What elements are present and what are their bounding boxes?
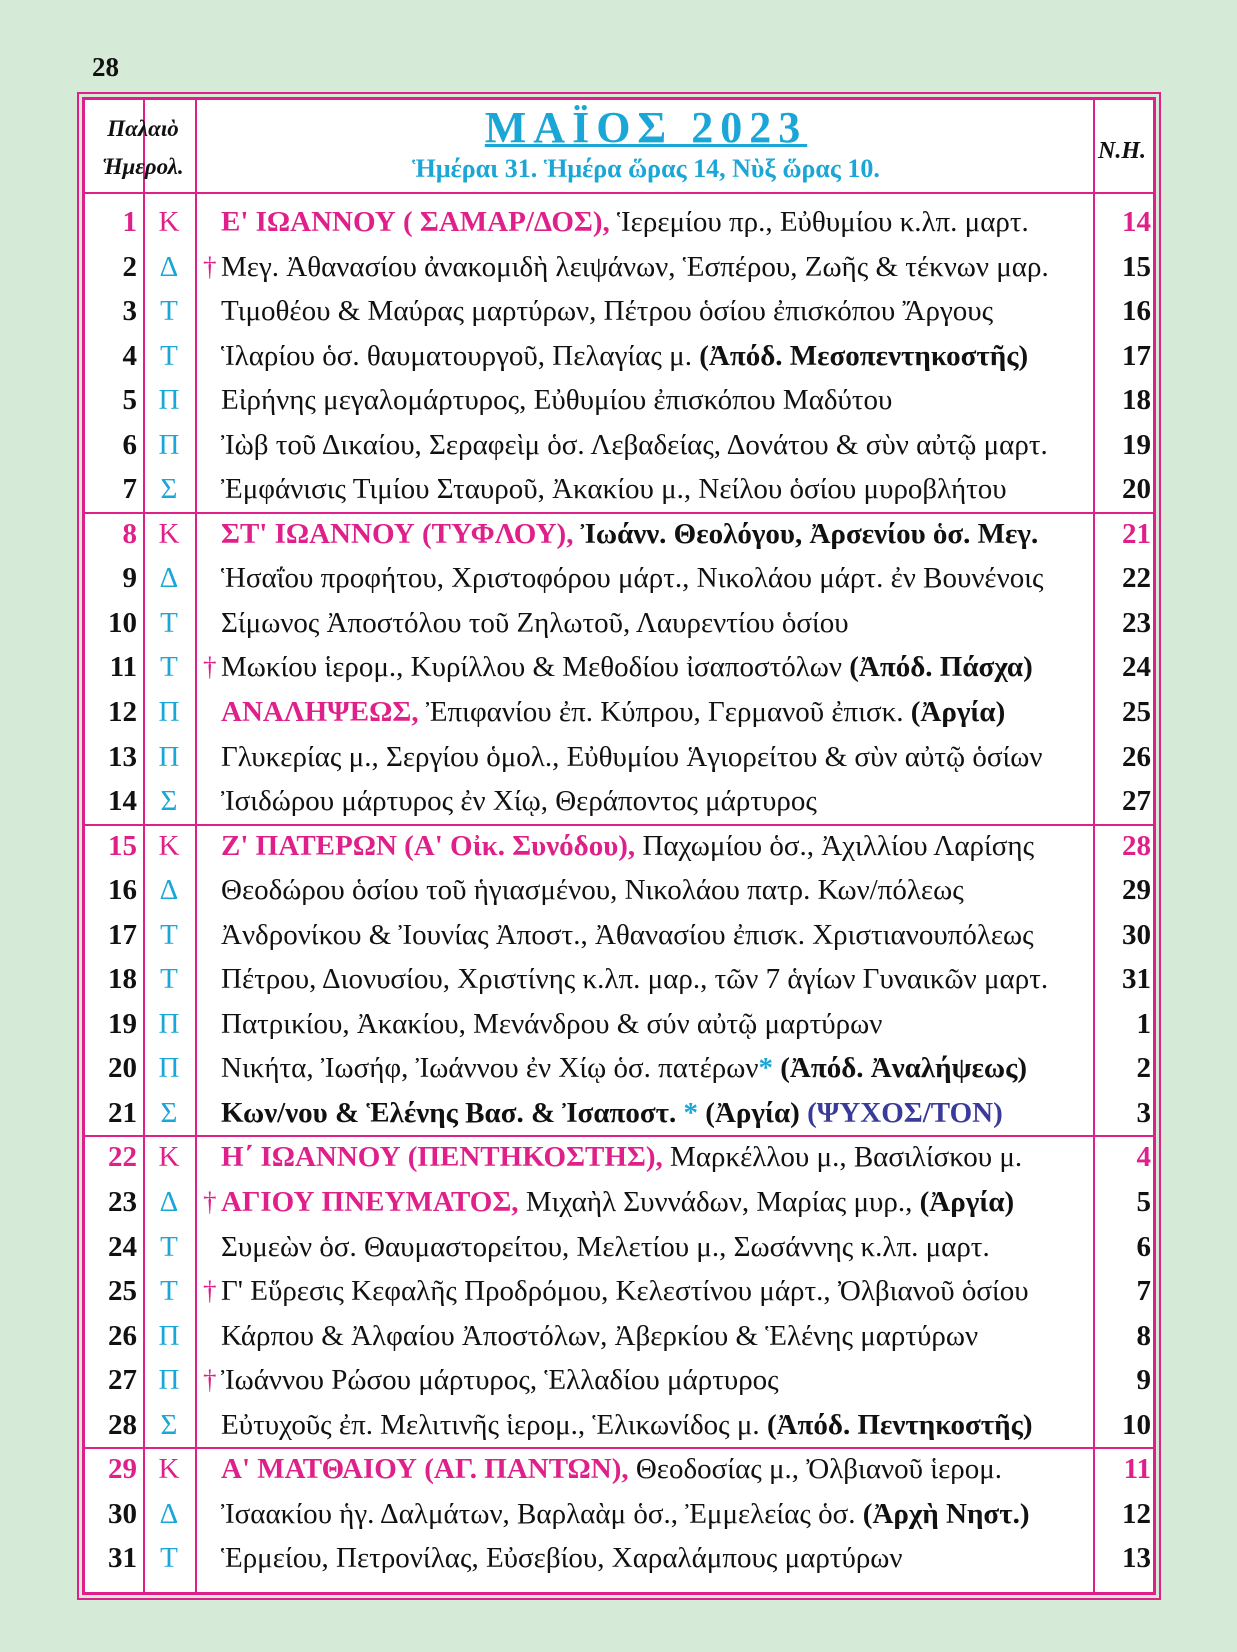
new-calendar-date: 30 xyxy=(1122,918,1151,951)
saints-text xyxy=(221,467,1089,511)
saints-names: Ἑρμείου, Πετρονίλας, Εὐσεβίου, Χαραλάμπους μαρτύρων xyxy=(221,1542,903,1575)
calendar-row xyxy=(85,334,1153,379)
weekday-letter: Π xyxy=(158,1364,180,1397)
saints-names: Ἰσιδώρου μάρτυρος ἐν Χίῳ, Θεράποντος μάρτυρος xyxy=(221,785,817,818)
weekday-letter: Τ xyxy=(160,1230,178,1263)
new-calendar-date: 7 xyxy=(1136,1275,1151,1308)
new-calendar-date: 6 xyxy=(1136,1230,1151,1263)
feast-note: (Ἀπόδ. Πεντηκοστῆς) xyxy=(766,1408,1033,1441)
new-calendar-date: 28 xyxy=(1122,829,1151,862)
day-number: 17 xyxy=(108,918,137,951)
new-calendar-date: 24 xyxy=(1122,651,1151,684)
feast-note: Κων/νου & Ἑλένης Βασ. & Ἰσαποστ. xyxy=(221,1096,684,1129)
new-calendar-date: 14 xyxy=(1122,206,1151,238)
page-number: 28 xyxy=(92,52,119,82)
feast-note: (Ἀργία) xyxy=(910,696,1006,729)
day-number: 5 xyxy=(122,384,137,417)
new-calendar-date: 3 xyxy=(1136,1096,1151,1129)
weekday-letter: Τ xyxy=(160,339,178,372)
saints-names: Ἰὼβ τοῦ Δικαίου, Σεραφεὶμ ὁσ. Λεβαδείας, Δονάτου & σὺν αὐτῷ μαρτ. xyxy=(221,428,1048,461)
saints-text xyxy=(221,1046,1089,1090)
saints-text xyxy=(221,645,1089,689)
new-calendar-date: 23 xyxy=(1122,606,1151,639)
weekday-letter: Σ xyxy=(160,473,178,506)
saints-text xyxy=(221,601,1089,645)
feast-title: Α' ΜΑΤΘΑΙΟΥ (ΑΓ. ΠΑΝΤΩΝ), xyxy=(221,1453,629,1486)
calendar-row xyxy=(85,1314,1153,1359)
saints-text xyxy=(221,245,1089,289)
day-number: 15 xyxy=(108,829,137,862)
new-calendar-date: 18 xyxy=(1122,384,1151,417)
day-number: 20 xyxy=(108,1052,137,1085)
day-number: 7 xyxy=(122,473,137,506)
saints-text xyxy=(221,378,1089,422)
calendar-row xyxy=(85,690,1153,735)
day-number: 3 xyxy=(122,295,137,328)
day-number: 26 xyxy=(108,1319,137,1352)
new-calendar-date: 5 xyxy=(1136,1186,1151,1219)
calendar-row xyxy=(85,779,1153,824)
feast-cross-icon: † xyxy=(203,652,217,683)
saints-text xyxy=(221,824,1089,868)
calendar-row xyxy=(85,556,1153,601)
day-number: 21 xyxy=(108,1096,137,1129)
weekday-letter: Π xyxy=(158,384,180,417)
saints-names: Εἰρήνης μεγαλομάρτυρος, Εὐθυμίου ἐπισκόπου Μαδύτου xyxy=(221,384,893,417)
saints-names: Ἰσαακίου ἡγ. Δαλμάτων, Βαρλαὰμ ὁσ., Ἐμμελείας ὁσ. xyxy=(221,1497,863,1530)
feast-title: ΑΝΑΛΗΨΕΩΣ, xyxy=(221,696,419,729)
new-calendar-date: 9 xyxy=(1136,1364,1151,1397)
day-number: 9 xyxy=(122,562,137,595)
saints-names: Ἐμφάνισις Τιμίου Σταυροῦ, Ἀκακίου μ., Νείλου ὁσίου μυροβλήτου xyxy=(221,473,1007,506)
new-calendar-date: 19 xyxy=(1122,428,1151,461)
saints-text xyxy=(221,1180,1089,1224)
new-calendar-date: 20 xyxy=(1122,473,1151,506)
new-calendar-date: 13 xyxy=(1122,1542,1151,1575)
new-calendar-date: 26 xyxy=(1122,740,1151,773)
day-number: 18 xyxy=(108,963,137,996)
saints-names: Γ' Εὕρεσις Κεφαλῆς Προδρόμου, Κελεστίνου μάρτ., Ὀλβιανοῦ ὁσίου xyxy=(221,1275,1029,1308)
calendar-row xyxy=(85,1447,1153,1492)
day-number: 25 xyxy=(108,1275,137,1308)
saints-text xyxy=(221,289,1089,333)
feast-note: (Ἀπόδ. Ἀναλήψεως) xyxy=(772,1052,1028,1085)
calendar-row xyxy=(85,1358,1153,1403)
weekday-letter: Κ xyxy=(158,1453,180,1486)
saints-names: Μεγ. Ἀθανασίου ἀνακομιδὴ λειψάνων, Ἑσπέρου, Ζωῆς & τέκνων μαρ. xyxy=(221,250,1049,283)
day-number: 11 xyxy=(109,651,137,684)
feast-cross-icon: † xyxy=(203,1365,217,1396)
day-number: 13 xyxy=(108,740,137,773)
saints-names: Ἡσαΐου προφήτου, Χριστοφόρου μάρτ., Νικολάου μάρτ. ἐν Βουνένοις xyxy=(221,562,1044,595)
calendar-row xyxy=(85,645,1153,690)
feast-note: (Ἀπόδ. Μεσοπεντηκοστῆς) xyxy=(699,339,1029,372)
header-divider xyxy=(85,192,1153,194)
day-number: 1 xyxy=(122,206,137,238)
feast-title: Η΄ ΙΩΑΝΝΟΥ (ΠΕΝΤΗΚΟΣΤΗΣ), xyxy=(221,1141,663,1174)
weekday-letter: Τ xyxy=(160,1542,178,1575)
calendar-row xyxy=(85,957,1153,1002)
new-calendar-date: 4 xyxy=(1136,1141,1151,1174)
memorial-note: (ΨΥΧΟΣ/ΤΟΝ) xyxy=(807,1096,1003,1129)
calendar-row xyxy=(85,913,1153,958)
calendar-row xyxy=(85,1536,1153,1581)
saints-text xyxy=(221,1314,1089,1358)
saints-text xyxy=(221,868,1089,912)
weekday-letter: Σ xyxy=(160,1096,178,1129)
saints-names: Γλυκερίας μ., Σεργίου ὁμολ., Εὐθυμίου Ἁγιορείτου & σὺν αὐτῷ ὁσίων xyxy=(221,740,1043,773)
day-number: 23 xyxy=(108,1186,137,1219)
weekday-letter: Π xyxy=(158,428,180,461)
new-calendar-date: 10 xyxy=(1122,1408,1151,1441)
feast-title: Ε' ΙΩΑΝΝΟΥ ( ΣΑΜΑΡ/ΔΟΣ), xyxy=(221,206,610,238)
calendar-row xyxy=(85,1403,1153,1448)
saints-text xyxy=(221,334,1089,378)
saints-text xyxy=(221,1403,1089,1447)
feast-note: (Ἀρχὴ Νηστ.) xyxy=(862,1497,1030,1530)
saints-text xyxy=(221,200,1089,244)
calendar-row xyxy=(85,245,1153,290)
day-number: 6 xyxy=(122,428,137,461)
month-subtitle: Ἡμέραι 31. Ἡμέρα ὥρας 14, Νὺξ ὥρας 10. xyxy=(412,154,880,183)
new-calendar-date: 2 xyxy=(1136,1052,1151,1085)
saints-text xyxy=(221,1492,1089,1536)
day-number: 22 xyxy=(108,1141,137,1174)
saints-names: Πατρικίου, Ἀκακίου, Μενάνδρου & σύν αὐτῷ μαρτύρων xyxy=(221,1007,883,1040)
weekday-letter: Τ xyxy=(160,963,178,996)
saints-names: Θεοδώρου ὁσίου τοῦ ἡγιασμένου, Νικολάου πατρ. Κων/πόλεως xyxy=(221,874,964,907)
saints-names: Μωκίου ἱερομ., Κυρίλλου & Μεθοδίου ἰσαποστόλων xyxy=(221,651,850,684)
holiday-note: (Ἀργία) xyxy=(698,1096,808,1129)
saints-text xyxy=(221,1225,1089,1269)
calendar-row xyxy=(85,423,1153,468)
feast-cross-icon: † xyxy=(203,1276,217,1307)
new-calendar-date: 21 xyxy=(1122,517,1151,550)
saints-names: Συμεὼν ὁσ. Θαυμαστορείτου, Μελετίου μ., Σωσάννης κ.λπ. μαρτ. xyxy=(221,1230,990,1263)
calendar-row xyxy=(85,1046,1153,1091)
weekday-letter: Τ xyxy=(160,918,178,951)
feast-note: (Ἀπόδ. Πάσχα) xyxy=(849,651,1033,684)
weekday-letter: Π xyxy=(158,1007,180,1040)
saints-text xyxy=(221,1536,1089,1580)
feast-cross-icon: † xyxy=(203,251,217,282)
weekday-letter: Κ xyxy=(158,517,180,550)
saints-names: Μιχαὴλ Συννάδων, Μαρίας μυρ., xyxy=(518,1186,920,1219)
feast-note: Ἰωάνν. Θεολόγου, Ἀρσενίου ὁσ. Μεγ. xyxy=(580,517,1039,550)
weekday-letter: Τ xyxy=(160,651,178,684)
feast-title: ΑΓΙΟΥ ΠΝΕΥΜΑΤΟΣ, xyxy=(221,1186,519,1219)
saints-names: Μαρκέλλου μ., Βασιλίσκου μ. xyxy=(662,1141,1023,1174)
new-calendar-date: 16 xyxy=(1122,295,1151,328)
calendar-row xyxy=(85,1002,1153,1047)
saints-text xyxy=(221,512,1089,556)
weekday-letter: Κ xyxy=(158,206,180,238)
star-marker: * xyxy=(683,1096,699,1129)
day-number: 8 xyxy=(122,517,137,550)
saints-names: Παχωμίου ὁσ., Ἀχιλλίου Λαρίσης xyxy=(635,829,1035,862)
day-number: 10 xyxy=(108,606,137,639)
saints-names: Ἰωάννου Ρώσου μάρτυρος, Ἑλλαδίου μάρτυρος xyxy=(221,1364,779,1397)
feast-title: Ζ' ΠΑΤΕΡΩΝ (Α' Οἰκ. Συνόδου), xyxy=(221,829,636,862)
calendar-frame xyxy=(82,97,1156,1595)
day-number: 28 xyxy=(108,1408,137,1441)
saints-names: Κάρπου & Ἀλφαίου Ἀποστόλων, Ἀβερκίου & Ἑλένης μαρτύρων xyxy=(221,1319,979,1352)
day-number: 31 xyxy=(108,1542,137,1575)
saints-text xyxy=(221,1135,1089,1179)
weekday-letter: Π xyxy=(158,740,180,773)
weekday-letter: Τ xyxy=(160,295,178,328)
new-calendar-date: 22 xyxy=(1122,562,1151,595)
saints-names: Θεοδοσίας μ., Ὀλβιανοῦ ἱερομ. xyxy=(628,1453,1003,1486)
calendar-row xyxy=(85,1091,1153,1136)
calendar-row xyxy=(85,1135,1153,1180)
new-calendar-date: 12 xyxy=(1122,1497,1151,1530)
old-calendar-line2: Ἡμερολ. xyxy=(102,154,184,179)
saints-text xyxy=(221,690,1089,734)
calendar-row xyxy=(85,601,1153,646)
calendar-row xyxy=(85,1492,1153,1537)
saints-text xyxy=(221,913,1089,957)
saints-names: Ἀνδρονίκου & Ἰουνίας Ἀποστ., Ἀθανασίου ἐπισκ. Χριστιανουπόλεως xyxy=(221,918,1034,951)
saints-text xyxy=(221,1091,1089,1135)
weekday-letter: Σ xyxy=(160,785,178,818)
calendar-row xyxy=(85,735,1153,780)
new-calendar-date: 1 xyxy=(1136,1007,1151,1040)
new-calendar-date: 17 xyxy=(1122,339,1151,372)
day-number: 14 xyxy=(108,785,137,818)
weekday-letter: Δ xyxy=(159,874,179,907)
new-calendar-date: 27 xyxy=(1122,785,1151,818)
saints-names: Ἱλαρίου ὁσ. θαυματουργοῦ, Πελαγίας μ. xyxy=(221,339,700,372)
feast-cross-icon: † xyxy=(203,1187,217,1218)
day-number: 2 xyxy=(122,250,137,283)
day-number: 4 xyxy=(122,339,137,372)
calendar-row xyxy=(85,289,1153,334)
saints-names: Εὐτυχοῦς ἐπ. Μελιτινῆς ἱερομ., Ἑλικωνίδος μ. xyxy=(221,1408,767,1441)
saints-names xyxy=(573,518,580,550)
old-calendar-header xyxy=(89,110,197,186)
feast-note: (Ἀργία) xyxy=(919,1186,1015,1219)
saints-text xyxy=(221,779,1089,823)
days-list xyxy=(85,200,1153,1581)
calendar-row xyxy=(85,378,1153,423)
weekday-letter: Π xyxy=(158,1052,180,1085)
calendar-row xyxy=(85,467,1153,512)
weekday-letter: Τ xyxy=(160,606,178,639)
saints-names: Ἐπιφανίου ἐπ. Κύπρου, Γερμανοῦ ἐπισκ. xyxy=(418,696,911,729)
day-number: 19 xyxy=(108,1007,137,1040)
saints-names: Ἱερεμίου πρ., Εὐθυμίου κ.λπ. μαρτ. xyxy=(609,206,1029,238)
weekday-letter: Π xyxy=(158,1319,180,1352)
weekday-letter: Δ xyxy=(159,1186,179,1219)
weekday-letter: Δ xyxy=(159,250,179,283)
calendar-row xyxy=(85,200,1153,245)
month-title: ΜΑΪΟΣ 2023 xyxy=(484,103,808,152)
saints-text xyxy=(221,556,1089,600)
calendar-row xyxy=(85,868,1153,913)
day-number: 27 xyxy=(108,1364,137,1397)
new-calendar-date: 8 xyxy=(1136,1319,1151,1352)
weekday-letter: Σ xyxy=(160,1408,178,1441)
day-number: 12 xyxy=(108,696,137,729)
saints-text xyxy=(221,1358,1089,1402)
saints-text xyxy=(221,1269,1089,1313)
new-calendar-date: 15 xyxy=(1122,250,1151,283)
saints-text xyxy=(221,1002,1089,1046)
star-marker: * xyxy=(758,1052,773,1085)
saints-text xyxy=(221,735,1089,779)
new-calendar-date: 31 xyxy=(1122,963,1151,996)
feast-title: ΣΤ' ΙΩΑΝΝΟΥ (ΤΥΦΛΟΥ), xyxy=(221,517,574,550)
saints-names: Τιμοθέου & Μαύρας μαρτύρων, Πέτρου ὁσίου ἐπισκόπου Ἄργους xyxy=(221,295,994,328)
saints-names: Σίμωνος Ἀποστόλου τοῦ Ζηλωτοῦ, Λαυρεντίου ὁσίου xyxy=(221,606,849,639)
weekday-letter: Κ xyxy=(158,1141,180,1174)
weekday-letter: Κ xyxy=(158,829,180,862)
weekday-letter: Π xyxy=(158,696,180,729)
new-calendar-date: 29 xyxy=(1122,874,1151,907)
day-number: 30 xyxy=(108,1497,137,1530)
day-number: 29 xyxy=(108,1453,137,1486)
calendar-row xyxy=(85,1225,1153,1270)
day-number: 16 xyxy=(108,874,137,907)
saints-names: Νικήτα, Ἰωσήφ, Ἰωάννου ἐν Χίῳ ὁσ. πατέρων xyxy=(221,1052,759,1085)
new-calendar-header: Ν.Η. xyxy=(1098,138,1146,164)
calendar-row xyxy=(85,1269,1153,1314)
calendar-row xyxy=(85,1180,1153,1225)
saints-text xyxy=(221,957,1089,1001)
weekday-letter: Δ xyxy=(159,1497,179,1530)
day-number: 24 xyxy=(108,1230,137,1263)
calendar-row xyxy=(85,512,1153,557)
new-calendar-date: 25 xyxy=(1122,696,1151,729)
weekday-letter: Τ xyxy=(160,1275,178,1308)
old-calendar-line1: Παλαιὸ xyxy=(107,116,179,141)
weekday-letter: Δ xyxy=(159,562,179,595)
saints-names: Πέτρου, Διονυσίου, Χριστίνης κ.λπ. μαρ., τῶν 7 ἁγίων Γυναικῶν μαρτ. xyxy=(221,963,1049,996)
saints-text xyxy=(221,1447,1089,1491)
saints-text xyxy=(221,423,1089,467)
calendar-row xyxy=(85,824,1153,869)
new-calendar-date: 11 xyxy=(1123,1453,1151,1486)
